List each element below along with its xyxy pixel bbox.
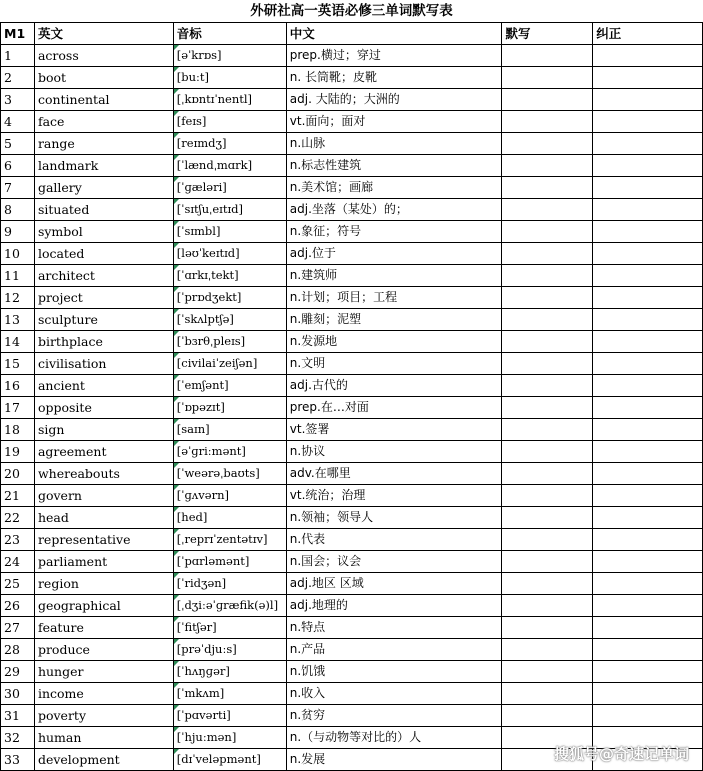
table-row (1, 199, 703, 221)
correction-cell[interactable] (593, 419, 703, 441)
phonetic: [ˈskʌlptʃə] (173, 309, 286, 331)
row-number: 26 (1, 595, 35, 617)
chinese-meaning: adj.位于 (286, 243, 502, 265)
row-number: 30 (1, 683, 35, 705)
english-word: income (34, 683, 173, 705)
table-row (1, 221, 703, 243)
english-word: agreement (34, 441, 173, 463)
chinese-meaning: n.标志性建筑 (286, 155, 502, 177)
row-number: 27 (1, 617, 35, 639)
correction-cell[interactable] (593, 705, 703, 727)
english-word: head (34, 507, 173, 529)
header-number: M1 (1, 23, 35, 45)
correction-cell[interactable] (593, 485, 703, 507)
english-word: poverty (34, 705, 173, 727)
row-number: 21 (1, 485, 35, 507)
correction-cell[interactable] (593, 331, 703, 353)
english-word: ancient (34, 375, 173, 397)
row-number: 23 (1, 529, 35, 551)
phonetic: [ˈlændˌmɑrk] (173, 155, 286, 177)
correction-cell[interactable] (593, 441, 703, 463)
phonetic: [ˈsɪmbl] (173, 221, 286, 243)
table-row (1, 463, 703, 485)
row-number: 11 (1, 265, 35, 287)
chinese-meaning: adj. 大陆的；大洲的 (286, 89, 502, 111)
correction-cell[interactable] (593, 265, 703, 287)
dictation-cell[interactable] (502, 617, 593, 639)
table-row (1, 683, 703, 705)
dictation-cell[interactable] (502, 331, 593, 353)
dictation-cell[interactable] (502, 177, 593, 199)
row-number: 16 (1, 375, 35, 397)
phonetic: [ˈfitʃər] (173, 617, 286, 639)
row-number: 29 (1, 661, 35, 683)
row-number: 28 (1, 639, 35, 661)
correction-cell[interactable] (593, 155, 703, 177)
table-row (1, 155, 703, 177)
correction-cell[interactable] (593, 375, 703, 397)
phonetic: [ˈsɪtʃuˌeɪtɪd] (173, 199, 286, 221)
table-row (1, 551, 703, 573)
table-row (1, 573, 703, 595)
phonetic: [ˈpɑrləmənt] (173, 551, 286, 573)
english-word: produce (34, 639, 173, 661)
phonetic: [reɪmdʒ] (173, 133, 286, 155)
english-word: landmark (34, 155, 173, 177)
row-number: 12 (1, 287, 35, 309)
dictation-cell[interactable] (502, 309, 593, 331)
row-number: 22 (1, 507, 35, 529)
watermark: 搜狐号@奇速记单词 (553, 745, 689, 763)
correction-cell[interactable] (593, 243, 703, 265)
chinese-meaning: n.产品 (286, 639, 502, 661)
table-row (1, 639, 703, 661)
table-row (1, 661, 703, 683)
row-number: 18 (1, 419, 35, 441)
english-word: sculpture (34, 309, 173, 331)
correction-cell[interactable] (593, 683, 703, 705)
english-word: across (34, 45, 173, 67)
english-word: hunger (34, 661, 173, 683)
chinese-meaning: n.建筑师 (286, 265, 502, 287)
row-number: 25 (1, 573, 35, 595)
table-row (1, 595, 703, 617)
correction-cell[interactable] (593, 45, 703, 67)
correction-cell[interactable] (593, 221, 703, 243)
dictation-cell[interactable] (502, 133, 593, 155)
table-row (1, 45, 703, 67)
dictation-cell[interactable] (502, 265, 593, 287)
phonetic: [ˈhʌŋɡər] (173, 661, 286, 683)
chinese-meaning: adj.地理的 (286, 595, 502, 617)
header-correction: 纠正 (593, 23, 703, 45)
phonetic: [saɪn] (173, 419, 286, 441)
table-row (1, 397, 703, 419)
english-word: development (34, 749, 173, 771)
phonetic: [ˈɑrkɪˌtekt] (173, 265, 286, 287)
chinese-meaning: n.发展 (286, 749, 502, 771)
phonetic: [ləʊˈkeɪtɪd] (173, 243, 286, 265)
chinese-meaning: n.贫穷 (286, 705, 502, 727)
english-word: parliament (34, 551, 173, 573)
english-word: located (34, 243, 173, 265)
chinese-meaning: n.特点 (286, 617, 502, 639)
correction-cell[interactable] (593, 617, 703, 639)
dictation-cell[interactable] (502, 485, 593, 507)
chinese-meaning: n.协议 (286, 441, 502, 463)
row-number: 31 (1, 705, 35, 727)
correction-cell[interactable] (593, 89, 703, 111)
dictation-cell[interactable] (502, 419, 593, 441)
vocabulary-table (0, 22, 703, 771)
correction-cell[interactable] (593, 353, 703, 375)
header-row (1, 23, 703, 45)
english-word: project (34, 287, 173, 309)
english-word: sign (34, 419, 173, 441)
row-number: 17 (1, 397, 35, 419)
correction-cell[interactable] (593, 133, 703, 155)
table-row (1, 617, 703, 639)
phonetic: [feɪs] (173, 111, 286, 133)
table-row (1, 507, 703, 529)
chinese-meaning: prep.在…对面 (286, 397, 502, 419)
dictation-cell[interactable] (502, 353, 593, 375)
chinese-meaning: n.饥饿 (286, 661, 502, 683)
phonetic: [prəˈdjuːs] (173, 639, 286, 661)
dictation-cell[interactable] (502, 463, 593, 485)
chinese-meaning: n.收入 (286, 683, 502, 705)
chinese-meaning: n.（与动物等对比的）人 (286, 727, 502, 749)
table-row (1, 375, 703, 397)
row-number: 24 (1, 551, 35, 573)
english-word: region (34, 573, 173, 595)
correction-cell[interactable] (593, 463, 703, 485)
table-row (1, 705, 703, 727)
table-row (1, 353, 703, 375)
phonetic: [hed] (173, 507, 286, 529)
dictation-cell[interactable] (502, 199, 593, 221)
dictation-cell[interactable] (502, 89, 593, 111)
phonetic: [ˈɡæləri] (173, 177, 286, 199)
dictation-cell[interactable] (502, 595, 593, 617)
dictation-cell[interactable] (502, 243, 593, 265)
dictation-cell[interactable] (502, 45, 593, 67)
header-phonetic: 音标 (173, 23, 286, 45)
english-word: boot (34, 67, 173, 89)
table-row (1, 441, 703, 463)
row-number: 7 (1, 177, 35, 199)
english-word: civilisation (34, 353, 173, 375)
correction-cell[interactable] (593, 507, 703, 529)
phonetic: [ˌkɒntɪˈnentl] (173, 89, 286, 111)
chinese-meaning: n.领袖；领导人 (286, 507, 502, 529)
table-row (1, 133, 703, 155)
correction-cell[interactable] (593, 573, 703, 595)
phonetic: [ˈhjuːmən] (173, 727, 286, 749)
header-chinese: 中文 (286, 23, 502, 45)
chinese-meaning: n.计划；项目；工程 (286, 287, 502, 309)
english-word: representative (34, 529, 173, 551)
table-row (1, 485, 703, 507)
english-word: continental (34, 89, 173, 111)
row-number: 15 (1, 353, 35, 375)
correction-cell[interactable] (593, 199, 703, 221)
phonetic: [dɪˈveləpmənt] (173, 749, 286, 771)
row-number: 6 (1, 155, 35, 177)
dictation-cell[interactable] (502, 529, 593, 551)
english-word: gallery (34, 177, 173, 199)
dictation-cell[interactable] (502, 111, 593, 133)
phonetic: [ˈmkʌm] (173, 683, 286, 705)
english-word: range (34, 133, 173, 155)
chinese-meaning: n.文明 (286, 353, 502, 375)
chinese-meaning: adv.在哪里 (286, 463, 502, 485)
dictation-cell[interactable] (502, 639, 593, 661)
correction-cell[interactable] (593, 177, 703, 199)
chinese-meaning: vt.统治；治理 (286, 485, 502, 507)
correction-cell[interactable] (593, 529, 703, 551)
phonetic: [buːt] (173, 67, 286, 89)
correction-cell[interactable] (593, 309, 703, 331)
english-word: geographical (34, 595, 173, 617)
dictation-cell[interactable] (502, 551, 593, 573)
english-word: architect (34, 265, 173, 287)
english-word: human (34, 727, 173, 749)
phonetic: [civilaiˈzeiʃən] (173, 353, 286, 375)
row-number: 3 (1, 89, 35, 111)
row-number: 10 (1, 243, 35, 265)
phonetic: [ˈbɜrθˌpleɪs] (173, 331, 286, 353)
dictation-cell[interactable] (502, 221, 593, 243)
dictation-cell[interactable] (502, 573, 593, 595)
english-word: opposite (34, 397, 173, 419)
dictation-cell[interactable] (502, 661, 593, 683)
english-word: birthplace (34, 331, 173, 353)
table-row (1, 529, 703, 551)
phonetic: [ˈprɒdʒekt] (173, 287, 286, 309)
chinese-meaning: vt.面向；面对 (286, 111, 502, 133)
phonetic: [əˈɡriːmənt] (173, 441, 286, 463)
dictation-cell[interactable] (502, 155, 593, 177)
table-row (1, 331, 703, 353)
row-number: 5 (1, 133, 35, 155)
phonetic: [ˌdʒiːəˈɡræfik(ə)l] (173, 595, 286, 617)
table-row (1, 265, 703, 287)
phonetic: [ˈweərəˌbaʊts] (173, 463, 286, 485)
phonetic: [ˈɡʌvərn] (173, 485, 286, 507)
correction-cell[interactable] (593, 661, 703, 683)
chinese-meaning: n.象征；符号 (286, 221, 502, 243)
row-number: 2 (1, 67, 35, 89)
dictation-cell[interactable] (502, 507, 593, 529)
dictation-cell[interactable] (502, 705, 593, 727)
page-title: 外研社高一英语必修三单词默写表 (250, 3, 453, 19)
chinese-meaning: vt.签署 (286, 419, 502, 441)
table-row (1, 309, 703, 331)
table-row (1, 287, 703, 309)
correction-cell[interactable] (593, 639, 703, 661)
row-number: 32 (1, 727, 35, 749)
phonetic: [ˈɒpəzɪt] (173, 397, 286, 419)
chinese-meaning: n. 长筒靴；皮靴 (286, 67, 502, 89)
row-number: 20 (1, 463, 35, 485)
table-row (1, 243, 703, 265)
english-word: symbol (34, 221, 173, 243)
dictation-cell[interactable] (502, 683, 593, 705)
phonetic: [ˈemʃənt] (173, 375, 286, 397)
english-word: situated (34, 199, 173, 221)
english-word: feature (34, 617, 173, 639)
row-number: 14 (1, 331, 35, 353)
row-number: 13 (1, 309, 35, 331)
chinese-meaning: n.国会；议会 (286, 551, 502, 573)
correction-cell[interactable] (593, 111, 703, 133)
phonetic: [ˈridʒən] (173, 573, 286, 595)
row-number: 19 (1, 441, 35, 463)
correction-cell[interactable] (593, 397, 703, 419)
correction-cell[interactable] (593, 67, 703, 89)
chinese-meaning: n.代表 (286, 529, 502, 551)
chinese-meaning: adj.坐落（某处）的； (286, 199, 502, 221)
chinese-meaning: n.美术馆；画廊 (286, 177, 502, 199)
table-row (1, 177, 703, 199)
chinese-meaning: adj.古代的 (286, 375, 502, 397)
correction-cell[interactable] (593, 287, 703, 309)
dictation-cell[interactable] (502, 287, 593, 309)
row-number: 1 (1, 45, 35, 67)
chinese-meaning: n.发源地 (286, 331, 502, 353)
table-row (1, 89, 703, 111)
table-row (1, 419, 703, 441)
chinese-meaning: prep.横过；穿过 (286, 45, 502, 67)
dictation-cell[interactable] (502, 441, 593, 463)
dictation-cell[interactable] (502, 67, 593, 89)
phonetic: [ˈpɑvərti] (173, 705, 286, 727)
row-number: 4 (1, 111, 35, 133)
english-word: govern (34, 485, 173, 507)
header-dictation: 默写 (502, 23, 593, 45)
row-number: 9 (1, 221, 35, 243)
correction-cell[interactable] (593, 595, 703, 617)
chinese-meaning: n.雕刻；泥塑 (286, 309, 502, 331)
table-row (1, 67, 703, 89)
dictation-cell[interactable] (502, 375, 593, 397)
row-number: 8 (1, 199, 35, 221)
phonetic: [ˌreprɪˈzentətɪv] (173, 529, 286, 551)
correction-cell[interactable] (593, 551, 703, 573)
dictation-cell[interactable] (502, 397, 593, 419)
header-english: 英文 (34, 23, 173, 45)
chinese-meaning: adj.地区 区域 (286, 573, 502, 595)
chinese-meaning: n.山脉 (286, 133, 502, 155)
english-word: face (34, 111, 173, 133)
row-number: 33 (1, 749, 35, 771)
phonetic: [əˈkrɒs] (173, 45, 286, 67)
english-word: whereabouts (34, 463, 173, 485)
table-row (1, 111, 703, 133)
